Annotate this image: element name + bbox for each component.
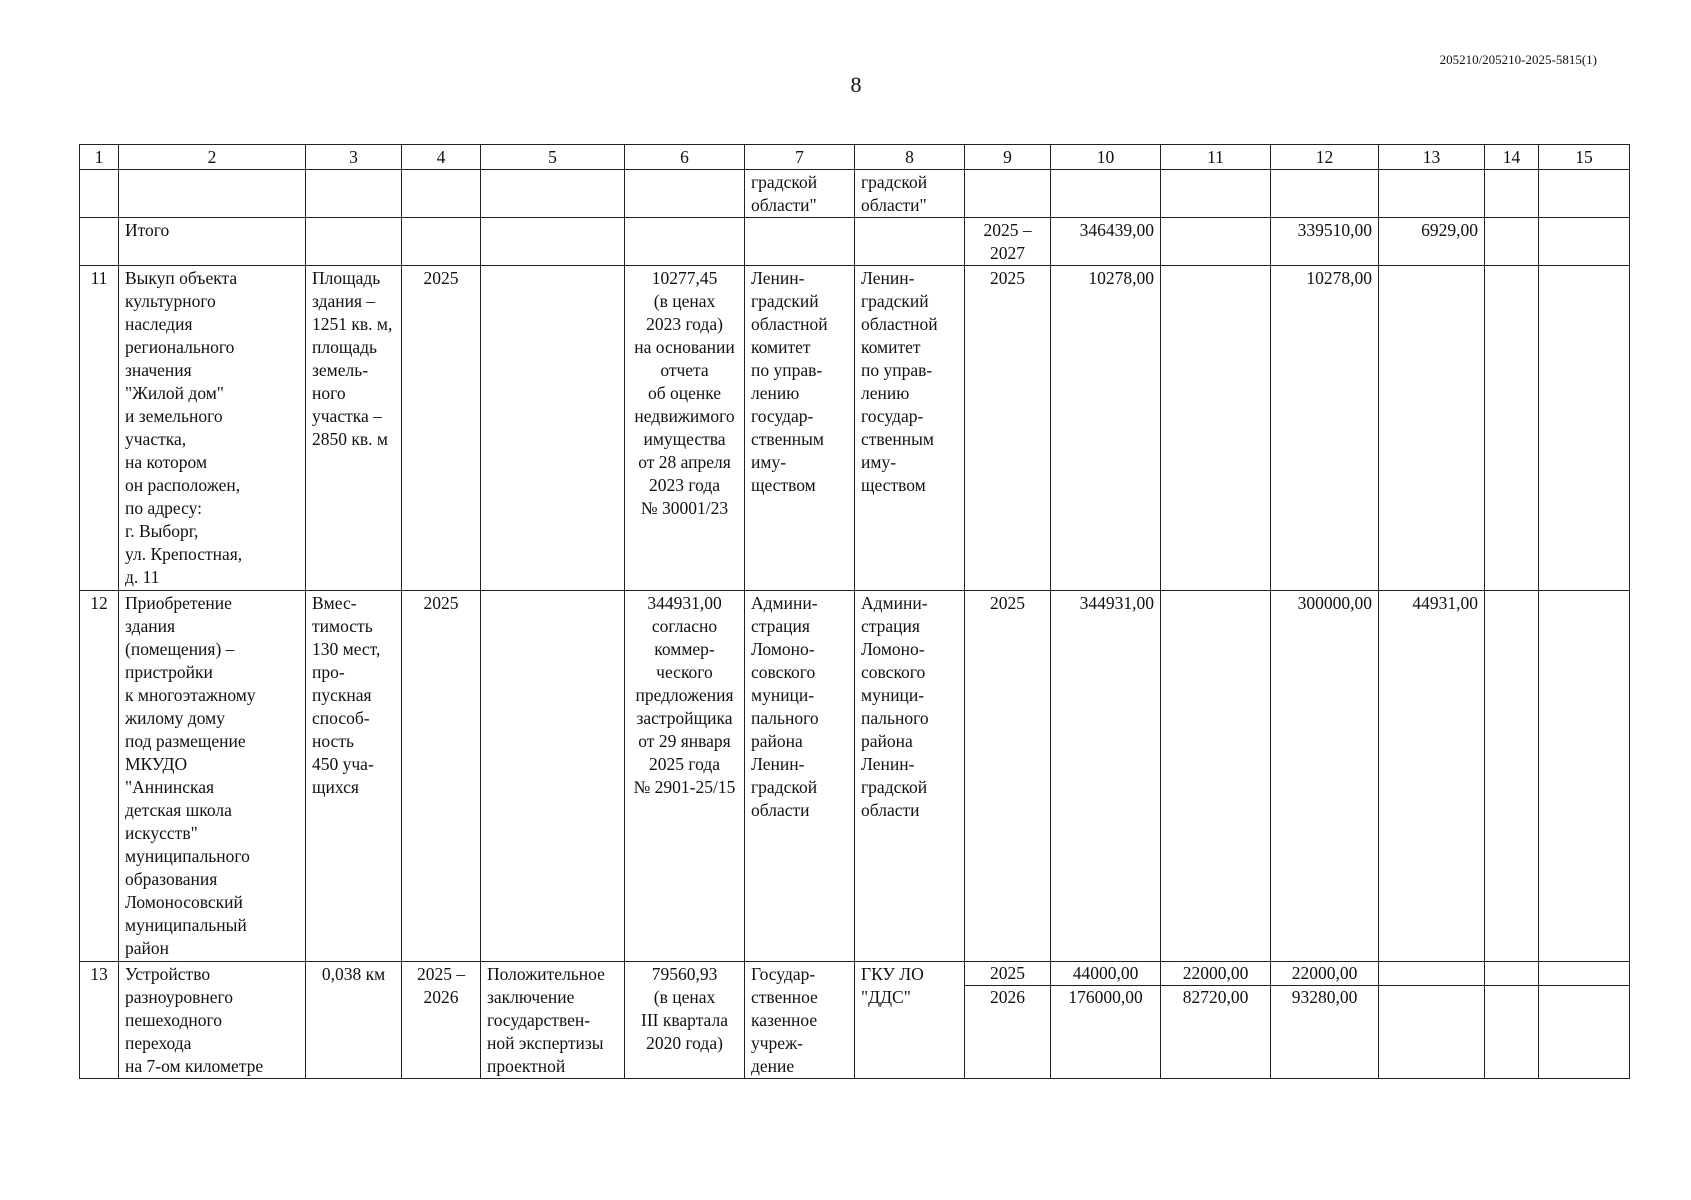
table-row (80, 266, 1630, 591)
subcell-year: 2026 (965, 985, 1050, 1009)
table-row (80, 962, 1630, 1079)
cell-col14 (1485, 962, 1539, 1079)
cell-local-amount: 6929,00 (1379, 218, 1485, 266)
subcell-federal-amount: 82720,00 (1161, 985, 1270, 1009)
cell-executor: ГКУ ЛО "ДДС" (855, 962, 965, 1079)
cell-total-amount: 346439,00 (1051, 218, 1161, 266)
cell-object-name: Приобретение здания (помещения) – пристройки к многоэтажному жилому дому под размещение МКУДО "Аннинская детская школа искусств" муниципального образования Ломоносовский муниципальный район (119, 591, 306, 962)
cell-year: 2025 (965, 266, 1051, 591)
subcell-regional-amount: 93280,00 (1271, 985, 1378, 1009)
page-number: 8 (850, 72, 862, 97)
cell-customer: Ленин- градский областной комитет по управ- лению государ- ственным иму- ществом (745, 266, 855, 591)
cell-regional-amount: 10278,00 (1271, 266, 1379, 591)
cell-years (965, 962, 1051, 1079)
cell-row-number: 13 (80, 962, 119, 1079)
column-header: 14 (1485, 145, 1539, 170)
cell-local-amount: 44931,00 (1379, 591, 1485, 962)
document-id: 205210/205210-2025-5815(1) (1439, 52, 1597, 67)
cell-period: 2025 (402, 266, 481, 591)
cell-total-amount: 10278,00 (1051, 266, 1161, 591)
cell-local-amounts (1379, 962, 1485, 1079)
cell-federal-amounts (1161, 962, 1271, 1079)
subcell-total-amount: 176000,00 (1051, 985, 1160, 1009)
cell-object-name: Устройство разноуровнего пешеходного перехода на 7-ом километре (119, 962, 306, 1079)
cell-estimated-cost: 344931,00 согласно коммер- ческого предложения застройщика от 29 января 2025 года № 2901-25/15 (625, 591, 745, 962)
cell-year: 2025 (965, 591, 1051, 962)
column-header: 4 (402, 145, 481, 170)
table-row-continuation (80, 170, 1630, 218)
subcell-federal-amount: 22000,00 (1182, 963, 1249, 983)
cell-customer: Государ- ственное казенное учреж- дение (745, 962, 855, 1079)
cell-executor: Админи- страция Ломоно- совского муници- пального района Ленин- градской области (855, 591, 965, 962)
cell-period: 2025 (402, 591, 481, 962)
column-header: 8 (855, 145, 965, 170)
cell-regional-amount: 300000,00 (1271, 591, 1379, 962)
cell-executor: градской области" (855, 170, 965, 218)
table-row-total (80, 218, 1630, 266)
total-label: Итого (119, 218, 306, 266)
cell-row-number: 11 (80, 266, 119, 591)
cell-customer: Админи- страция Ломоно- совского муници- пального района Ленин- градской области (745, 591, 855, 962)
cell-period: 2025 – 2026 (402, 962, 481, 1079)
cell-expertise: Положительное заключение государствен- ной экспертизы проектной (481, 962, 625, 1079)
cell-executor: Ленин- градский областной комитет по управ- лению государ- ственным иму- ществом (855, 266, 965, 591)
column-header: 11 (1161, 145, 1271, 170)
cell-regional-amounts (1271, 962, 1379, 1079)
budget-table (79, 144, 1630, 1079)
column-header: 10 (1051, 145, 1161, 170)
column-header: 2 (119, 145, 306, 170)
column-header: 12 (1271, 145, 1379, 170)
cell-period: 2025 – 2027 (965, 218, 1051, 266)
column-number-row (80, 145, 1630, 170)
cell-total-amount: 344931,00 (1051, 591, 1161, 962)
subcell-total-amount: 44000,00 (1072, 963, 1139, 983)
cell-estimated-cost: 79560,93 (в ценах III квартала 2020 года) (625, 962, 745, 1079)
subcell-regional-amount: 22000,00 (1291, 963, 1358, 983)
column-header: 3 (306, 145, 402, 170)
column-header: 1 (80, 145, 119, 170)
cell-estimated-cost: 10277,45 (в ценах 2023 года) на основании отчета об оценке недвижимого имущества от 28 апреля 2023 года № 30001/23 (625, 266, 745, 591)
column-header: 9 (965, 145, 1051, 170)
cell-capacity: 0,038 км (306, 962, 402, 1079)
cell-total-amounts (1051, 962, 1161, 1079)
cell-capacity: Вмес- тимость 130 мест, про- пускная способ- ность 450 уча- щихся (306, 591, 402, 962)
column-header: 6 (625, 145, 745, 170)
table-row (80, 591, 1630, 962)
subcell-year: 2025 (990, 963, 1025, 983)
column-header: 13 (1379, 145, 1485, 170)
cell-object-name: Выкуп объекта культурного наследия регионального значения "Жилой дом" и земельного участка, на котором он расположен, по адресу: г. Выборг, ул. Крепостная, д. 11 (119, 266, 306, 591)
cell-regional-amount: 339510,00 (1271, 218, 1379, 266)
column-header: 7 (745, 145, 855, 170)
cell-col15 (1539, 962, 1630, 1079)
column-header: 5 (481, 145, 625, 170)
column-header: 15 (1539, 145, 1630, 170)
cell-customer: градской области" (745, 170, 855, 218)
cell-row-number: 12 (80, 591, 119, 962)
cell-capacity: Площадь здания – 1251 кв. м, площадь земель- ного участка – 2850 кв. м (306, 266, 402, 591)
